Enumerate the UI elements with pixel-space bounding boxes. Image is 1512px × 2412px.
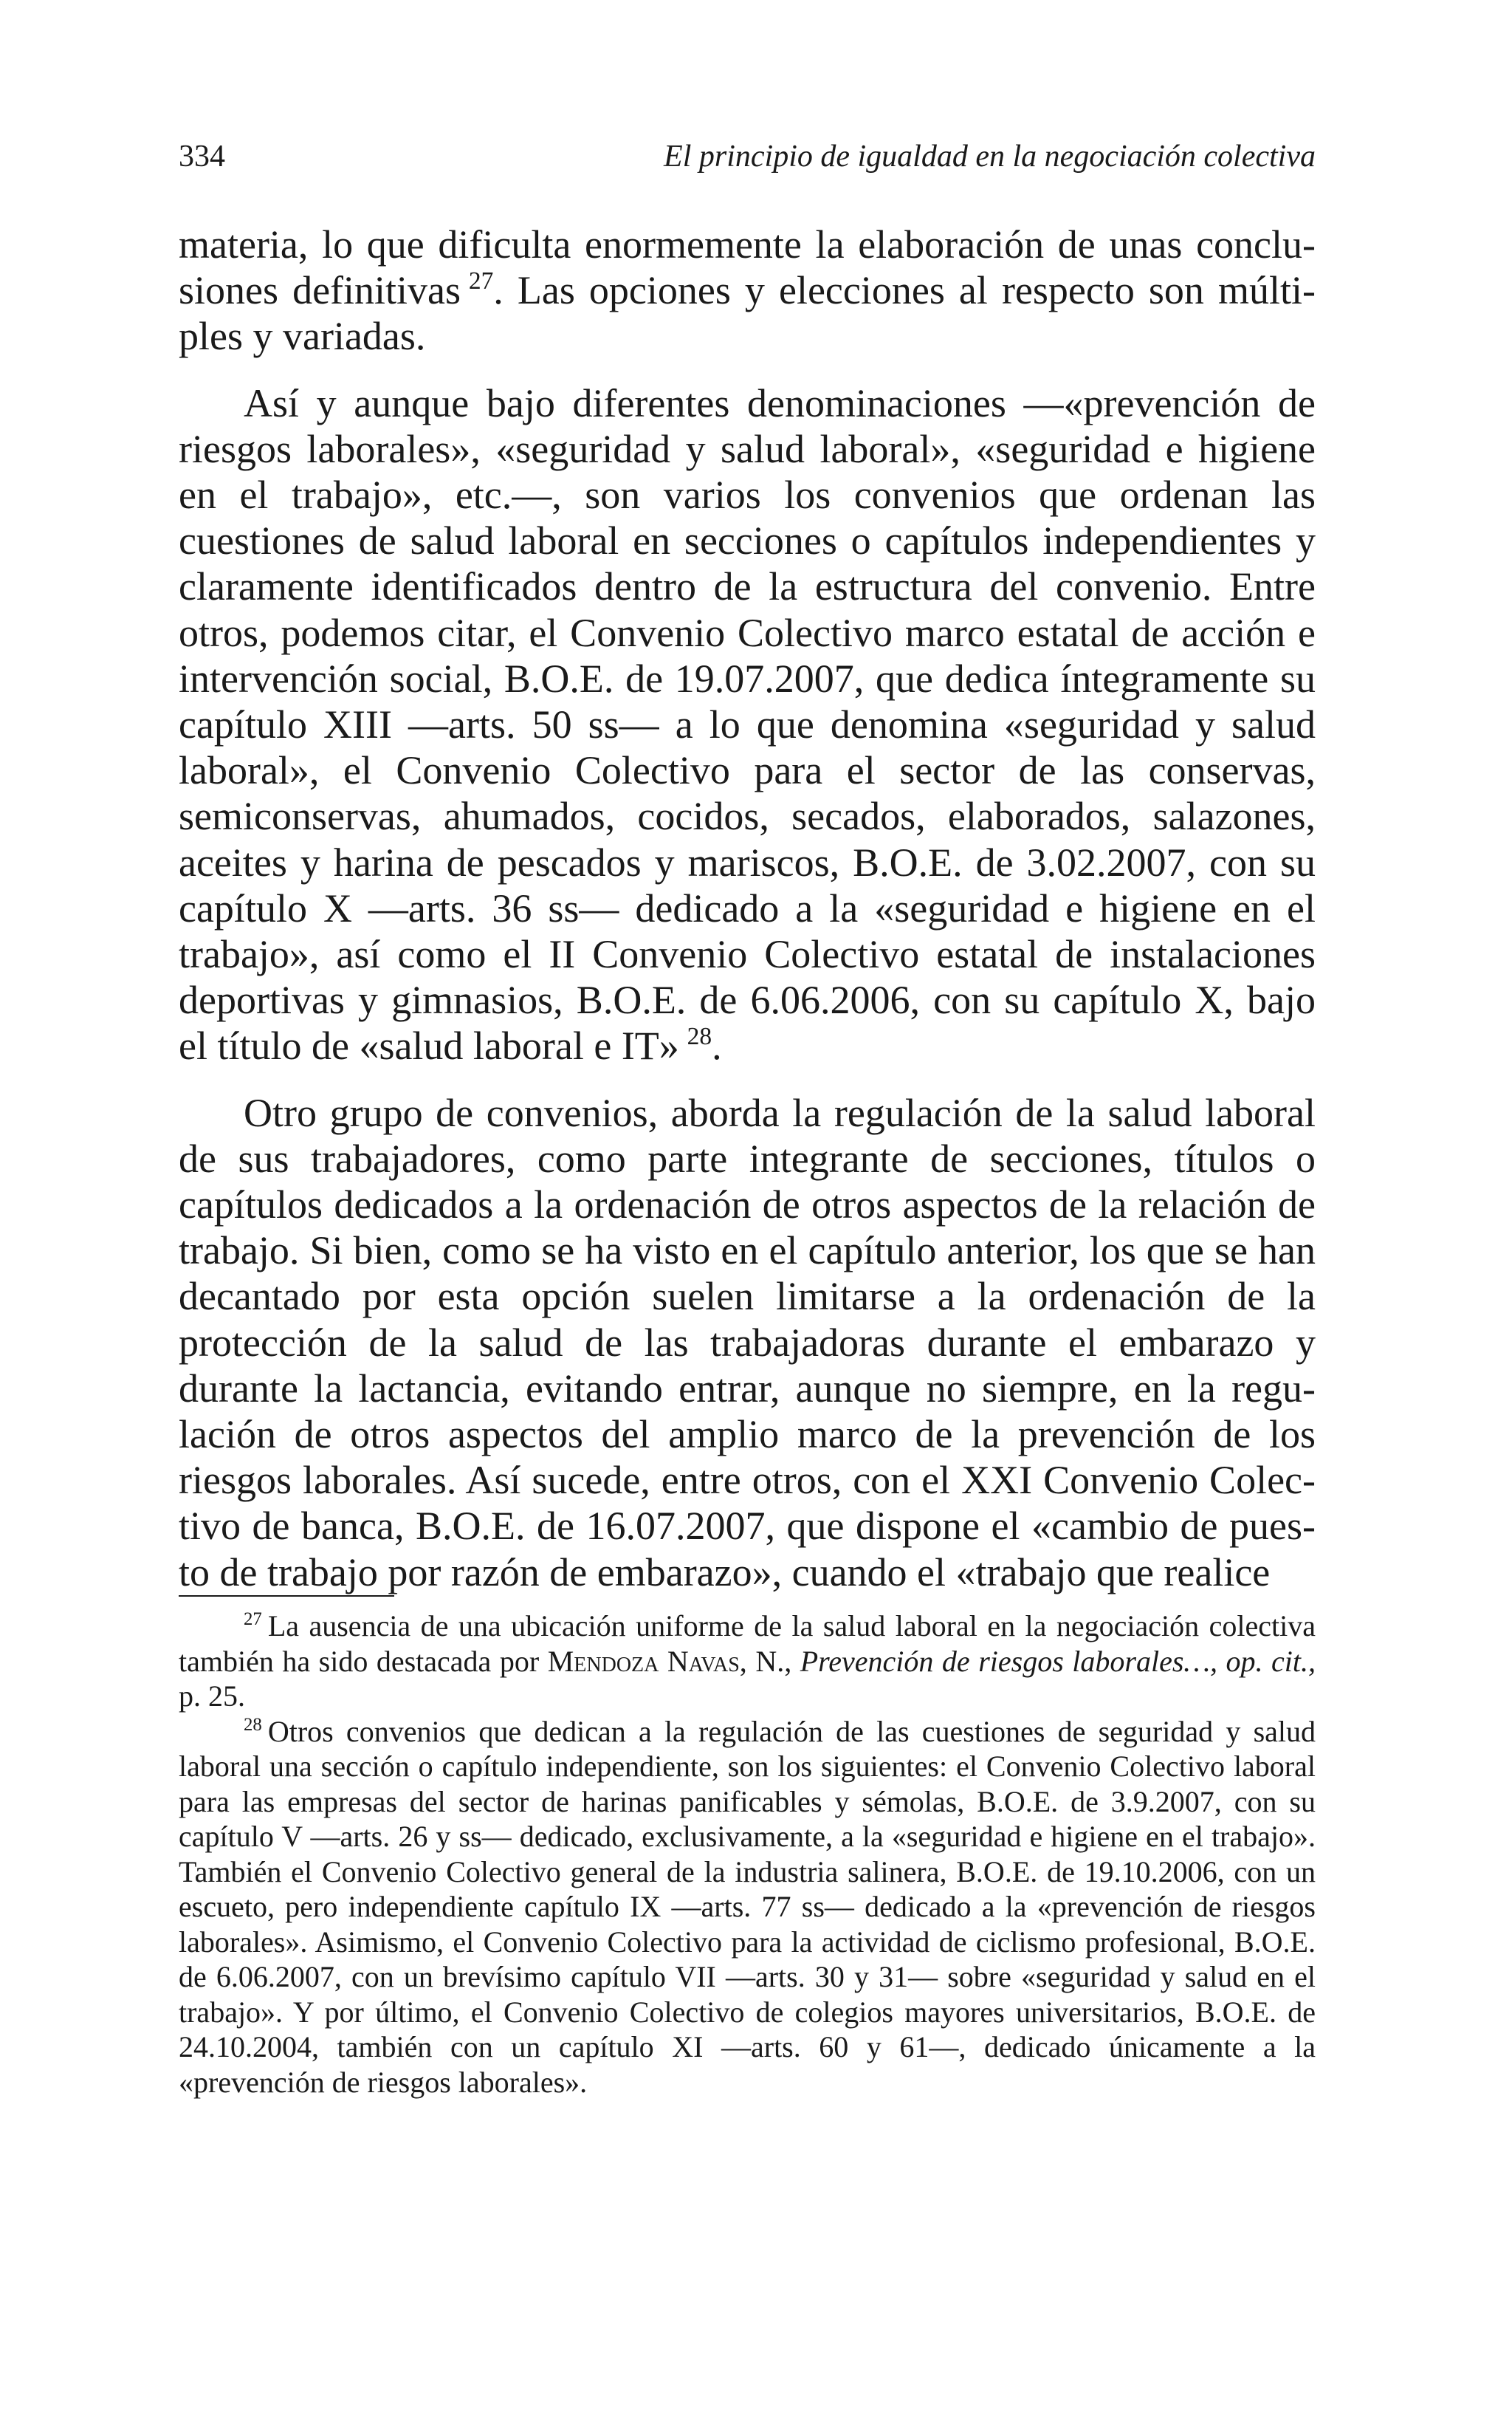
footnote-27-author: Mendoza Navas [547, 1644, 740, 1678]
running-title: El principio de igualdad en la negociación colectiva [664, 140, 1316, 174]
running-header [179, 134, 1316, 179]
footnote-28-text: Otros convenios que dedican a la regulación de las cuestiones de seguridad y salud laboral una sección o capítulo independiente, son los siguientes: el Convenio Colectivo laboral para las empresas del sector de harinas panificables y sémolas, B.O.E. de 3.9.2007, con su capítulo V —arts. 26 y ss— dedicado, exclusivamente, a la «seguridad e higiene en el trabajo». También el Convenio Colectivo general de la industria salinera, B.O.E. de 19.10.2006, con un escueto, pero independiente capítulo IX —arts. 77 ss— dedicado a la «prevención de riesgos laborales». Asimismo, el Convenio Colectivo para la actividad de ciclismo profesional, B.O.E. de 6.06.2007, con un brevísimo capítulo VII —arts. 30 y 31— sobre «seguridad y salud en el trabajo». Y por último, el Convenio Colectivo de colegios mayores universitarios, B.O.E. de 24.10.2004, también con un capítulo XI —arts. 60 y 61—, dedicado únicamente a la «prevención de riesgos laborales». [179, 1714, 1316, 2099]
footnote-27-author-initial: , N., [739, 1644, 792, 1678]
footnote-ref-28[interactable]: 28 [687, 1023, 712, 1051]
footnote-27-pages: p. 25. [179, 1679, 245, 1713]
footnote-28 [179, 1714, 1316, 2100]
footnotes [179, 1608, 1316, 2100]
footnote-separator [179, 1595, 394, 1597]
paragraph-1-text-a: materia, lo que dificulta enormemente la elaboración de unas conclusiones definitivas [179, 222, 1316, 313]
footnote-27 [179, 1608, 1316, 1714]
paragraph-1-text-b: . Las opciones y elecciones al respecto son múltiples y variadas. [179, 268, 1316, 359]
paragraph-1 [179, 222, 1316, 360]
page-number: 334 [179, 140, 225, 174]
paragraph-2 [179, 380, 1316, 1069]
footnote-27-number: 27 [244, 1609, 262, 1630]
paragraph-3: Otro grupo de convenios, aborda la regulación de la salud laboral de sus trabajadores, como parte integrante de secciones, títulos o capítulos dedicados a la ordenación de otros aspectos de la relación de trabajo. Si bien, como se ha visto en el capítulo anterior, los que se han decantado por esta opción suelen limitarse a la ordenación de la protección de la salud de las trabajadoras durante el embarazo y durante la lactancia, evitando entrar, aunque no siempre, en la regulación de otros aspectos del amplio marco de la prevención de los riesgos laborales. Así sucede, entre otros, con el XXI Convenio Colectivo de banca, B.O.E. de 16.07.2007, que dispone el «cambio de puesto de trabajo por razón de embarazo», cuando el «trabajo que realice [179, 1090, 1316, 1594]
footnote-28-number: 28 [244, 1714, 262, 1735]
footnote-ref-27[interactable]: 27 [468, 267, 494, 295]
main-text [179, 222, 1316, 1616]
footnote-27-text: La ausencia de una ubicación uniforme de la salud laboral en la negociación colectiva también ha sido destacada por [179, 1609, 1316, 1678]
paragraph-2-text-a: Así y aunque bajo diferentes denominaciones —«prevención de riesgos laborales», «seguridad y salud laboral», «seguridad e higiene en el trabajo», etc.—, son varios los convenios que ordenan las cuestiones de salud laboral en secciones o capítulos independientes y claramente identificados dentro de la estructura del convenio. Entre otros, podemos citar, el Convenio Colectivo marco estatal de acción e intervención social, B.O.E. de 19.07.2007, que dedica íntegramente su capítulo XIII —arts. 50 ss— a lo que denomina «seguridad y salud laboral», el Convenio Colectivo para el sector de las conservas, semiconservas, ahumados, cocidos, secados, elaborados, salazones, aceites y harina de pescados y mariscos, B.O.E. de 3.02.2007, con su capítulo X —arts. 36 ss— dedicado a la «seguridad e higiene en el trabajo», así como el II Convenio Colectivo estatal de instalaciones deportivas y gimnasios, B.O.E. de 6.06.2006, con su capítulo X, bajo el título de «salud laboral e IT» [179, 380, 1316, 1069]
paragraph-2-text-b: . [712, 1024, 722, 1069]
footnote-27-title: Prevención de riesgos laborales…, op. cit., [800, 1644, 1316, 1678]
